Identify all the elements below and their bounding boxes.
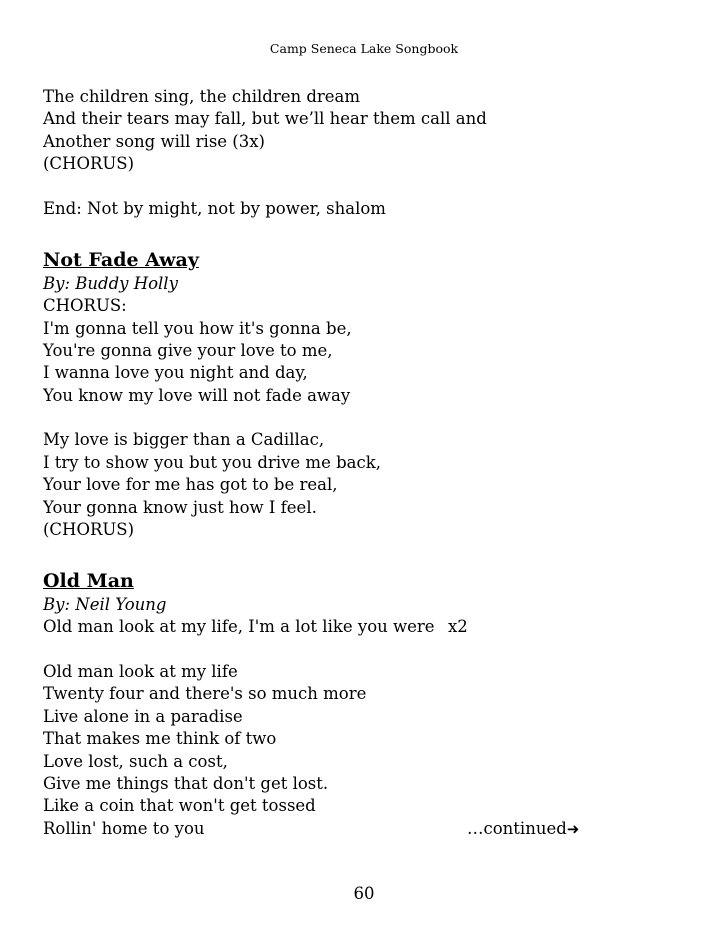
spacer (43, 639, 663, 661)
lyric-line: Another song will rise (3x) (43, 131, 265, 151)
lyric-text: Old man look at my life, I'm a lot like you were (43, 617, 435, 637)
lyric-line: And their tears may fall, but we’ll hear them call and (43, 109, 487, 129)
lyric-line: Old man look at my life (43, 661, 238, 681)
song-byline: By: Neil Young (43, 594, 167, 614)
lyric-line: My love is bigger than a Cadillac, (43, 430, 325, 450)
spacer (43, 176, 663, 198)
song-title-not-fade-away: Not Fade Away (43, 248, 199, 271)
lyric-line: Live alone in a paradise (43, 706, 243, 726)
lyric-line: The children sing, the children dream (43, 87, 361, 106)
repeat-note: x2 (448, 617, 468, 637)
lyric-line-with-continued (43, 818, 663, 840)
lyric-line: That makes me think of two (43, 729, 277, 749)
page-content (43, 86, 663, 840)
song-end-line: End: Not by might, not by power, shalom (43, 198, 386, 218)
lyric-line: I try to show you but you drive me back, (43, 452, 381, 472)
lyric-line: (CHORUS) (43, 520, 135, 540)
lyric-line: Love lost, such a cost, (43, 751, 228, 771)
page-number: 60 (353, 884, 375, 903)
lyric-line: Twenty four and there's so much more (43, 684, 367, 704)
spacer (43, 407, 663, 429)
lyric-line: Give me things that don't get lost. (43, 773, 329, 793)
song-title-old-man: Old Man (43, 569, 134, 592)
lyric-line: I'm gonna tell you how it's gonna be, (43, 318, 352, 338)
continued-label: …continued (467, 818, 567, 838)
lyric-text: Rollin' home to you (43, 818, 205, 838)
arrow-right-icon: ➜ (566, 819, 580, 838)
spacer (43, 220, 663, 242)
lyric-line: I wanna love you night and day, (43, 363, 308, 383)
running-header: Camp Seneca Lake Songbook (269, 41, 459, 56)
lyric-line: Your gonna know just how I feel. (43, 497, 317, 517)
lyric-line: Like a coin that won't get tossed (43, 796, 316, 816)
lyric-line: You're gonna give your love to me, (43, 340, 333, 360)
lyric-line: Your love for me has got to be real, (43, 475, 338, 495)
lyric-line: You know my love will not fade away (43, 385, 351, 405)
continued-marker (467, 818, 579, 840)
spacer (43, 541, 663, 563)
lyric-line-with-repeat (43, 616, 663, 638)
lyric-line: (CHORUS) (43, 154, 135, 174)
song-byline: By: Buddy Holly (43, 273, 178, 293)
chorus-label: CHORUS: (43, 296, 127, 316)
